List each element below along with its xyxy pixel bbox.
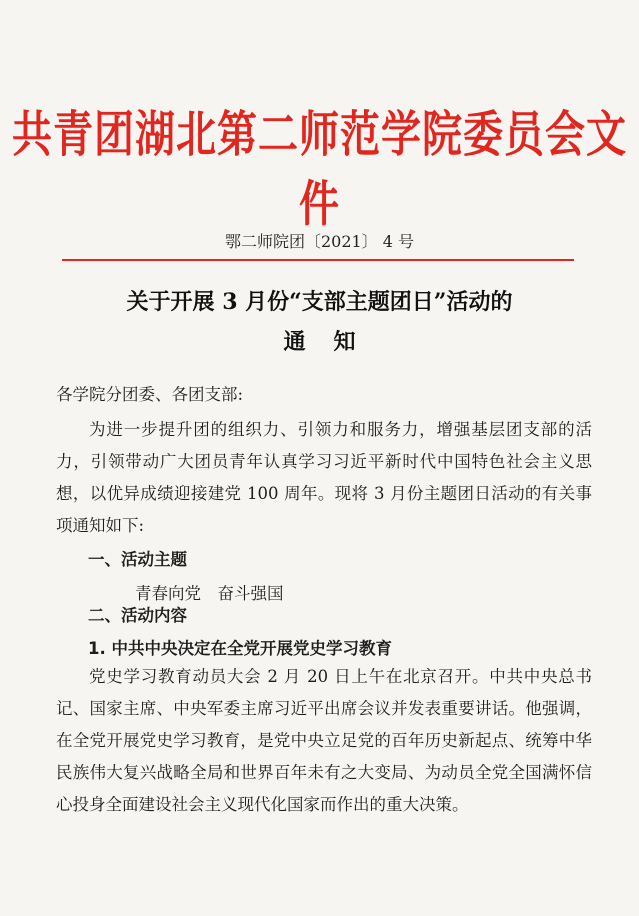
section-2-heading: 二、活动内容 [88, 606, 187, 625]
section-1-heading: 一、活动主题 [88, 550, 187, 569]
party-history-paragraph: 党史学习教育动员大会 2 月 20 日上午在北京召开。中共中央总书记、国家主席、中央军委主席习近平出席会议并发表重要讲话。他强调，在全党开展党史学习教育，是党中央立足党的百年历史新起点、统筹中华民族伟大复兴战略全局和世界百年未有之大变局、为动员全党全国满怀信心投身全面建设社会主义现代化国家而作出的重大决策。 [56, 667, 592, 814]
salutation: 各学院分团委、各团支部: [56, 385, 244, 404]
notice-title-line-1: 关于开展 3 月份“支部主题团日”活动的 [126, 289, 513, 315]
document-masthead: 共青团湖北第二师范学院委员会文件 [12, 105, 627, 233]
subsection-1-heading: 1. 中共中央决定在全党开展党史学习教育 [88, 639, 392, 658]
red-divider-line [62, 259, 574, 261]
intro-paragraph: 为进一步提升团的组织力、引领力和服务力，增强基层团支部的活力，引领带动广大团员青年认真学习习近平新时代中国特色社会主义思想，以优异成绩迎接建党 100 周年。现将 3 月份主题团日活动的有关事项通知如下: [56, 420, 592, 535]
notice-title-line-2: 通知 [283, 329, 384, 355]
activity-theme: 青春向党 奋斗强国 [135, 584, 284, 603]
document-number: 鄂二师院团〔2021〕 4 号 [224, 232, 415, 251]
